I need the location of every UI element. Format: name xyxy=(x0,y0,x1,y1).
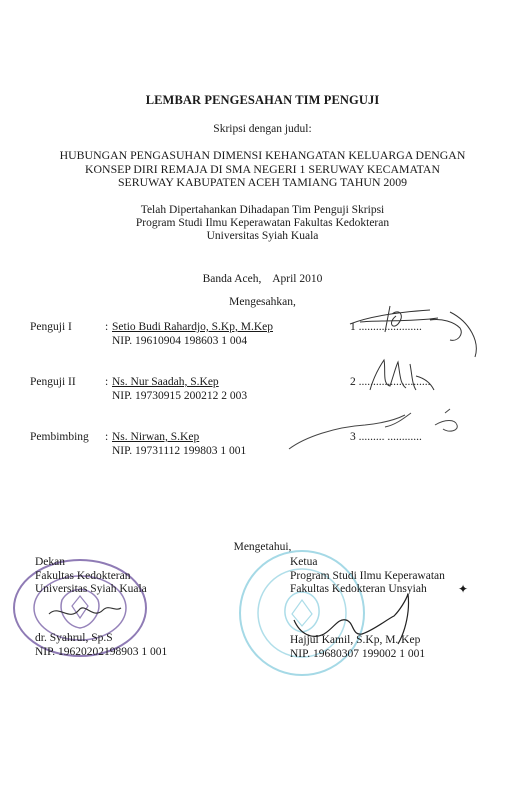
thesis-title xyxy=(0,149,525,190)
examiner-nip: NIP. 19731112 199803 1 001 xyxy=(112,444,247,457)
defense-statement xyxy=(0,204,525,243)
defense-line: Program Studi Ilmu Keperawatan Fakultas Kedokteran xyxy=(135,217,390,229)
subtitle: Skripsi dengan judul: xyxy=(213,123,312,135)
examiner-nip: NIP. 19730915 200212 2 003 xyxy=(112,389,248,402)
examiner-name: Setio Budi Rahardjo, S.Kp, M.Kep xyxy=(112,321,273,333)
thesis-line: HUBUNGAN PENGASUHAN DIMENSI KEHANGATAN KELUARGA DENGAN xyxy=(59,148,466,162)
signature-line: 1 ...................... xyxy=(350,321,422,333)
examiner-name: Ns. Nur Saadah, S.Kep xyxy=(112,376,219,388)
dean-name: dr. Syahrul, Sp.S xyxy=(35,632,113,644)
head-nip: NIP. 19680307 199002 1 001 xyxy=(290,647,426,660)
signature-scribble xyxy=(45,596,125,626)
colon: : xyxy=(105,321,109,333)
head-title-line: Ketua xyxy=(290,556,318,568)
signature-scribble xyxy=(330,302,490,362)
head-signatory xyxy=(290,634,425,661)
head-title-line: Fakultas Kedokteran Unsyiah xyxy=(290,583,427,595)
colon: : xyxy=(105,431,109,443)
signature-scribble xyxy=(360,356,450,396)
signature-line: 3 ......... ............ xyxy=(350,431,422,443)
examiner-nip: NIP. 19610904 198603 1 004 xyxy=(112,334,248,347)
place-date: Banda Aceh, April 2010 xyxy=(202,273,323,285)
colon: : xyxy=(105,376,109,388)
page-title: LEMBAR PENGESAHAN TIM PENGUJI xyxy=(145,93,380,107)
examiner-role: Penguji I xyxy=(30,321,72,333)
examiner-name: Ns. Nirwan, S.Kep xyxy=(112,431,200,443)
dean-title-line: Universitas Syiah Kuala xyxy=(35,583,147,595)
head-name: Hajjul Kamil, S.Kp, M. Kep xyxy=(290,634,421,646)
thesis-line: SERUWAY KABUPATEN ACEH TAMIANG TAHUN 2009 xyxy=(117,175,408,189)
examiner-role: Pembimbing xyxy=(30,431,89,443)
approval-label: Mengesahkan, xyxy=(229,296,296,308)
acknowledged-label: Mengetahui, xyxy=(233,541,292,553)
head-title-line: Program Studi Ilmu Keperawatan xyxy=(290,569,445,582)
defense-line: Universitas Syiah Kuala xyxy=(206,230,319,242)
dean-block xyxy=(35,556,147,597)
thesis-line: KONSEP DIRI REMAJA DI SMA NEGERI 1 SERUWAY KECAMATAN xyxy=(85,161,440,176)
defense-line: Telah Dipertahankan Dihadapan Tim Penguji Skripsi xyxy=(140,204,385,216)
cross-mark-icon: ✦ xyxy=(458,582,469,596)
dean-signatory xyxy=(35,632,167,659)
examiner-role: Penguji II xyxy=(30,376,76,388)
dean-nip: NIP. 19620202198903 1 001 xyxy=(35,645,168,658)
signature-line: 2 ......................... xyxy=(350,376,431,388)
signature-scribble xyxy=(285,405,475,455)
dean-title-line: Dekan xyxy=(35,556,66,568)
dean-title-line: Fakultas Kedokteran xyxy=(35,569,131,582)
